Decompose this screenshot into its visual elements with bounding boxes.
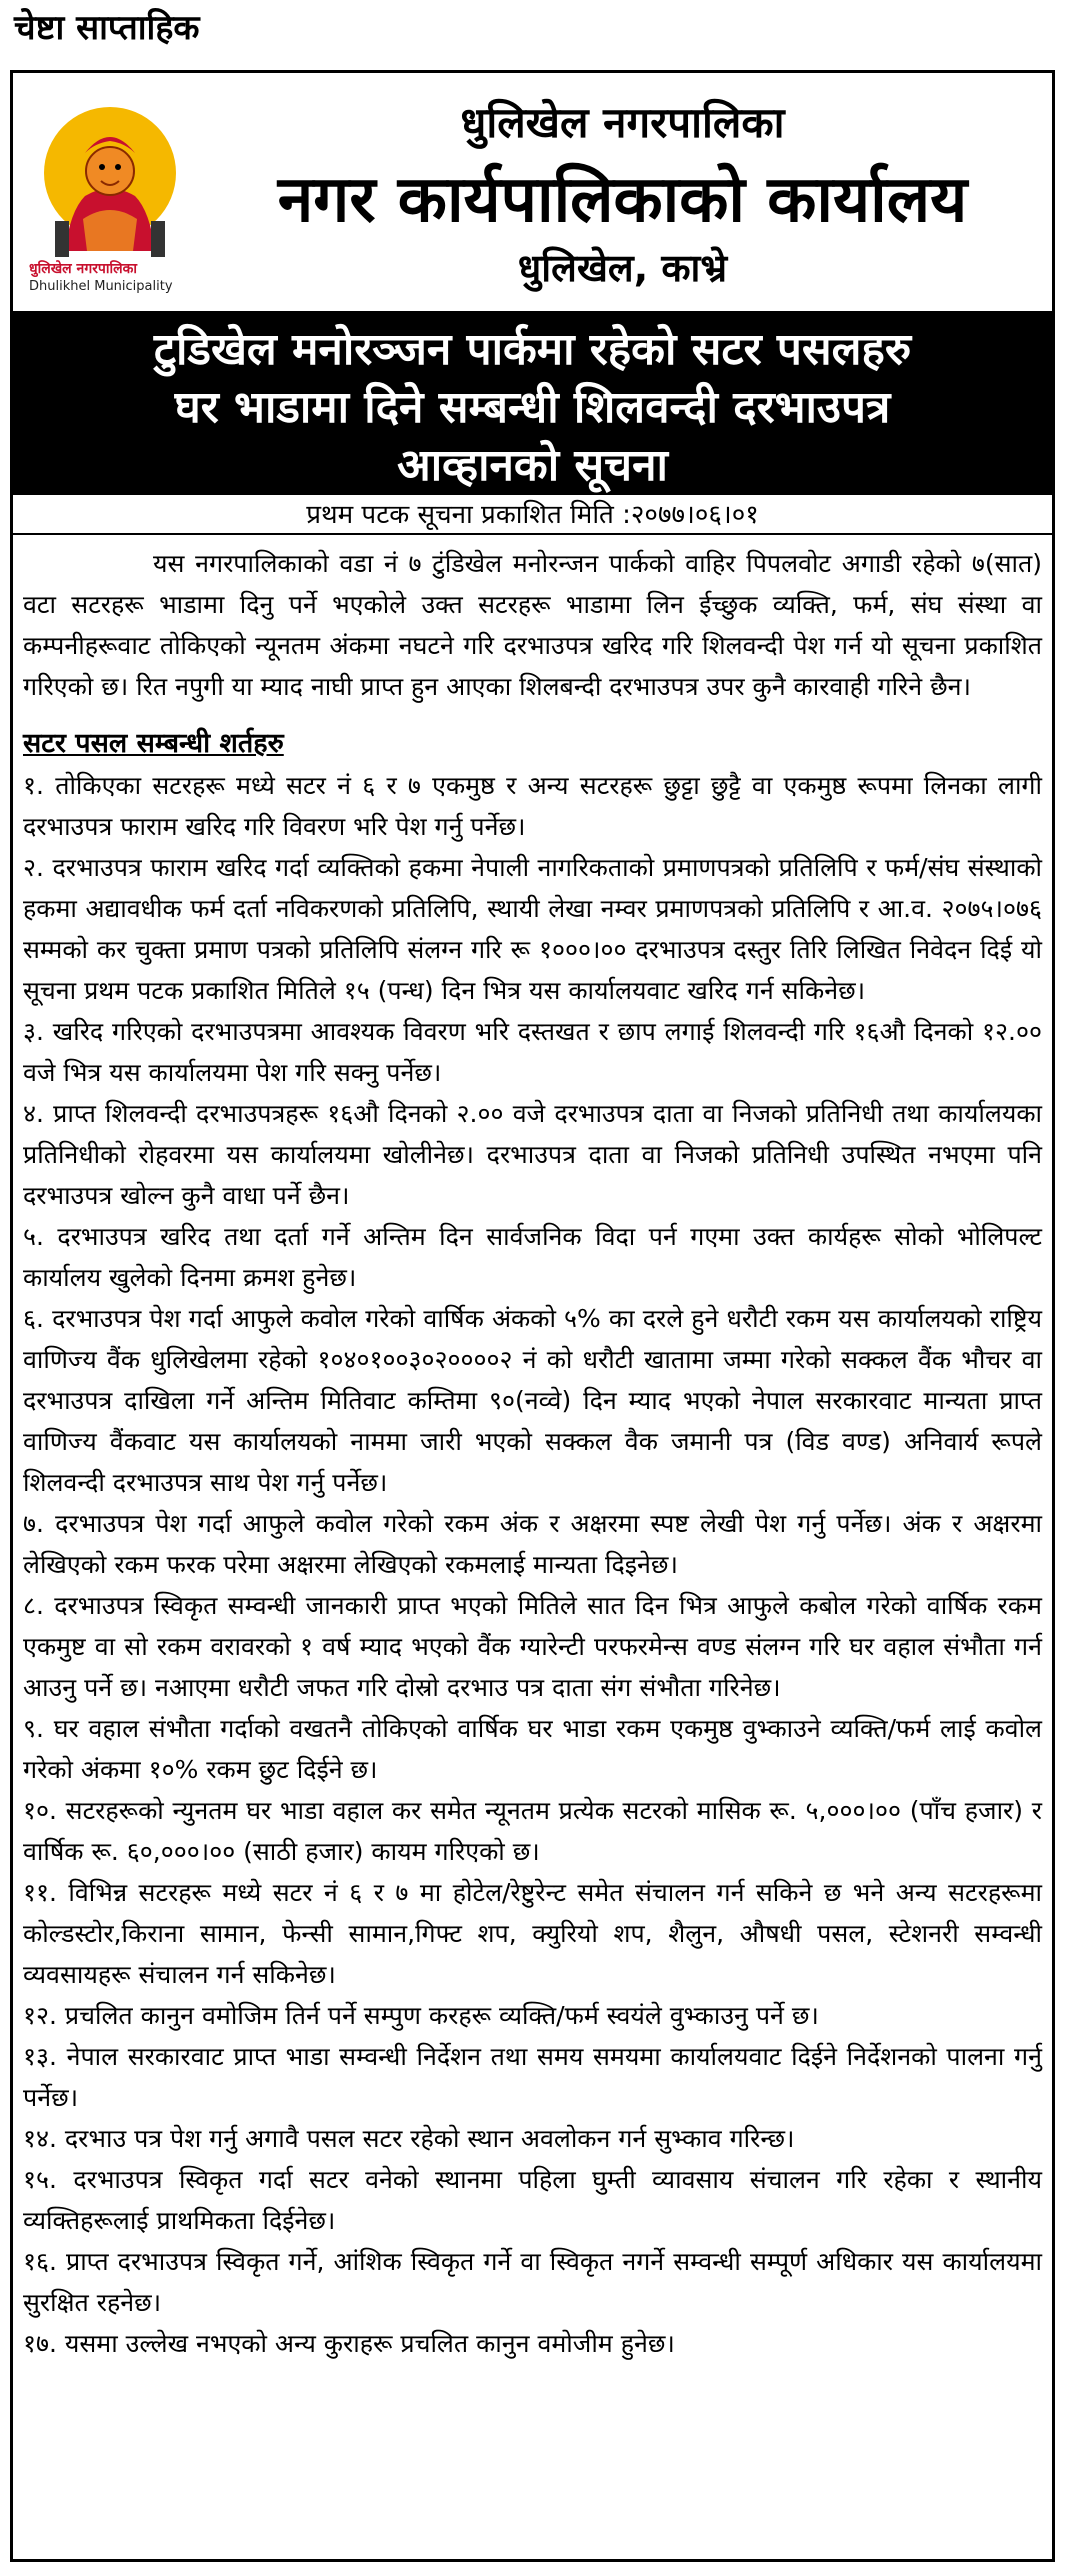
logo-caption-nepali: धुलिखेल नगरपालिका: [29, 261, 137, 277]
municipality-name: धुलिखेल नगरपालिका: [460, 98, 785, 147]
condition-item: ६. दरभाउपत्र पेश गर्दा आफुले कवोल गरेको वार्षिक अंकको ५% का दरले हुने धरौटी रकम यस कार्यालयको राष्ट्रिय वाणिज्य वैंक धुलिखेलमा रहेको १०४०१००३०२००००२ नं को धरौटी खातामा जम्मा गरेको सक्कल वैंक भौचर वा दरभाउपत्र दाखिला गर्ने अन्तिम मितिवाट कम्तिमा ९०(नव्वे) दिन म्याद भएको नेपाल सरकारवाट मान्यता प्राप्त वाणिज्य वैंकवाट यस कार्यालयको नाममा जारी भएको सक्कल वैक जमानी पत्र (विड वण्ड) अनिवार्य रूपले शिलवन्दी दरभाउपत्र साथ पेश गर्नु पर्नेछ।: [23, 1304, 1042, 1497]
condition-item: २. दरभाउपत्र फाराम खरिद गर्दा व्यक्तिको हकमा नेपाली नागरिकताको प्रमाणपत्रको प्रतिलिपि र फर्म/संघ संस्थाको हकमा अद्यावधीक फर्म दर्ता नविकरणको प्रतिलिपि, स्थायी लेखा नम्वर प्रमाणपत्रको प्रतिलिपि र आ.व. २०७५।०७६ सम्मको कर चुक्ता प्रमाण पत्रको प्रतिलिपि संलग्न गरि रू १०००।०० दरभाउपत्र दस्तुर तिरि लिखित निवेदन दिई यो सूचना प्रथम पटक प्रकाशित मितिले १५ (पन्ध) दिन भित्र यस कार्यालयवाट खरिद गर्न सकिनेछ।: [23, 853, 1042, 1005]
office-name: नगर कार्यपालिकाको कार्यालय: [277, 163, 968, 237]
publication-date: प्रथम पटक सूचना प्रकाशित मिति :२०७७।०६।०१: [13, 493, 1052, 535]
condition-item: १५. दरभाउपत्र स्विकृत गर्दा सटर वनेको स्थानमा पहिला घुम्ती व्यावसाय संचालन गरि रहेका र स्थानीय व्यक्तिहरूलाई प्राथमिकता दिईनेछ।: [23, 2165, 1042, 2235]
condition-item: ११. विभिन्न सटरहरू मध्ये सटर नं ६ र ७ मा होटेल/रेष्टुरेन्ट समेत संचालन गर्न सकिने छ भने अन्य सटरहरूमा कोल्डस्टोर,किराना सामान, फेन्सी सामान,गिफ्ट शप, क्युरियो शप, शैलुन, औषधी पसल, स्टेशनरी सम्वन्धी व्यवसायहरू संचालन गर्न सकिनेछ।: [23, 1878, 1042, 1989]
newspaper-name: चेष्टा साप्ताहिक: [14, 8, 200, 48]
public-notice: [10, 70, 1055, 2562]
notice-body: [13, 535, 1052, 2364]
intro-paragraph: यस नगरपालिकाको वडा नं ७ टुंडिखेल मनोरन्जन पार्कको वाहिर पिपलवोट अगाडी रहेको ७(सात) वटा सटरहरू भाडामा दिनु पर्ने भएकोले उक्त सटरहरू भाडामा लिन ईच्छुक व्यक्ति, फर्म, संघ संस्था वा कम्पनीहरूवाट तोकिएको न्यूनतम अंकमा नघटने गरि दरभाउपत्र खरिद गरि शिलवन्दी पेश गर्न यो सूचना प्रकाशित गरिएको छ। रित नपुगी या म्याद नाघी प्राप्त हुन आएका शिलबन्दी दरभाउपत्र उपर कुनै कारवाही गरिने छैन।: [23, 549, 1042, 701]
title-line-3: आव्हानको सूचना: [397, 440, 668, 491]
condition-item: ३. खरिद गरिएको दरभाउपत्रमा आवश्यक विवरण भरि दस्तखत र छाप लगाई शिलवन्दी गरि १६औ दिनको १२.०० वजे भित्र यस कार्यालयमा पेश गरि सक्नु पर्नेछ।: [23, 1017, 1042, 1087]
condition-item: १०. सटरहरूको न्युनतम घर भाडा वहाल कर समेत न्यूनतम प्रत्येक सटरको मासिक रू. ५,०००।०० (पाँच हजार) र वार्षिक रू. ६०,०००।०० (साठी हजार) कायम गरिएको छ।: [23, 1796, 1042, 1866]
notice-title: [13, 311, 1052, 493]
office-location: धुलिखेल, काभ्रे: [517, 246, 728, 290]
title-line-2: घर भाडामा दिने सम्बन्धी शिलवन्दी दरभाउपत्र: [174, 382, 891, 433]
condition-item: ९. घर वहाल संभौता गर्दाको वखतनै तोकिएको वार्षिक घर भाडा रकम एकमुष्ठ वुभ्काउने व्यक्ति/फर्म लाई कवोल गरेको अंकमा १०% रकम छुट दिईने छ।: [23, 1714, 1042, 1784]
notice-header: [13, 73, 1052, 311]
condition-item: १२. प्रचलित कानुन वमोजिम तिर्न पर्ने सम्पुण करहरू व्यक्ति/फर्म स्वयंले वुभ्काउनु पर्ने छ।: [23, 2001, 819, 2030]
logo-caption-english: Dhulikhel Municipality: [29, 279, 173, 294]
conditions-heading: सटर पसल सम्बन्धी शर्तहरु: [23, 728, 284, 759]
conditions-list: [23, 765, 1042, 2364]
condition-item: ८. दरभाउपत्र स्विकृत सम्वन्धी जानकारी प्राप्त भएको मितिले सात दिन भित्र आफुले कबोल गरेको वार्षिक रकम एकमुष्ट वा सो रकम वरावरको १ वर्ष म्याद भएको वैंक ग्यारेन्टी परफरमेन्स वण्ड संलग्न गरि घर वहाल संभौता गर्न आउनु पर्ने छ। नआएमा धरौटी जफत गरि दोस्रो दरभाउ पत्र दाता संग संभौता गरिनेछ।: [23, 1591, 1042, 1702]
condition-item: १७. यसमा उल्लेख नभएको अन्य कुराहरू प्रचलित कानुन वमोजीम हुनेछ।: [23, 2329, 675, 2358]
condition-item: ७. दरभाउपत्र पेश गर्दा आफुले कवोल गरेको रकम अंक र अक्षरमा स्पष्ट लेखी पेश गर्नु पर्नेछ। अंक र अक्षरमा लेखिएको रकम फरक परेमा अक्षरमा लेखिएको रकमलाई मान्यता दिइनेछ।: [23, 1509, 1042, 1579]
condition-item: ४. प्राप्त शिलवन्दी दरभाउपत्रहरू १६औ दिनको २.०० वजे दरभाउपत्र दाता वा निजको प्रतिनिधी तथा कार्यालयका प्रतिनिधीको रोहवरमा यस कार्यालयमा खोलीनेछ। दरभाउपत्र दाता वा निजको प्रतिनिधी उपस्थित नभएमा पनि दरभाउपत्र खोल्न कुनै वाधा पर्ने छैन।: [23, 1099, 1042, 1210]
condition-item: १. तोकिएका सटरहरू मध्ये सटर नं ६ र ७ एकमुष्ठ र अन्य सटरहरू छुट्टा छुट्टै वा एकमुष्ठ रूपमा लिनका लागी दरभाउपत्र फाराम खरिद गरि विवरण भरि पेश गर्नु पर्नेछ।: [23, 771, 1042, 841]
title-line-1: टुडिखेल मनोरञ्जन पार्कमा रहेको सटर पसलहरु: [153, 324, 912, 375]
condition-item: ५. दरभाउपत्र खरिद तथा दर्ता गर्ने अन्तिम दिन सार्वजनिक विदा पर्न गएमा उक्त कार्यहरू सोको भोलिपल्ट कार्यालय खुलेको दिनमा क्रमश हुनेछ।: [23, 1222, 1042, 1292]
condition-item: १६. प्राप्त दरभाउपत्र स्विकृत गर्ने, आंशिक स्विकृत गर्ने वा स्विकृत नगर्ने सम्वन्धी सम्पूर्ण अधिकार यस कार्यालयमा सुरक्षित रहनेछ।: [23, 2247, 1042, 2317]
condition-item: १३. नेपाल सरकारवाट प्राप्त भाडा सम्वन्धी निर्देशन तथा समय समयमा कार्यालयवाट दिईने निर्देशनको पालना गर्नु पर्नेछ।: [23, 2042, 1042, 2112]
condition-item: १४. दरभाउ पत्र पेश गर्नु अगावै पसल सटर रहेको स्थान अवलोकन गर्न सुभ्काव गरिन्छ।: [23, 2124, 795, 2153]
